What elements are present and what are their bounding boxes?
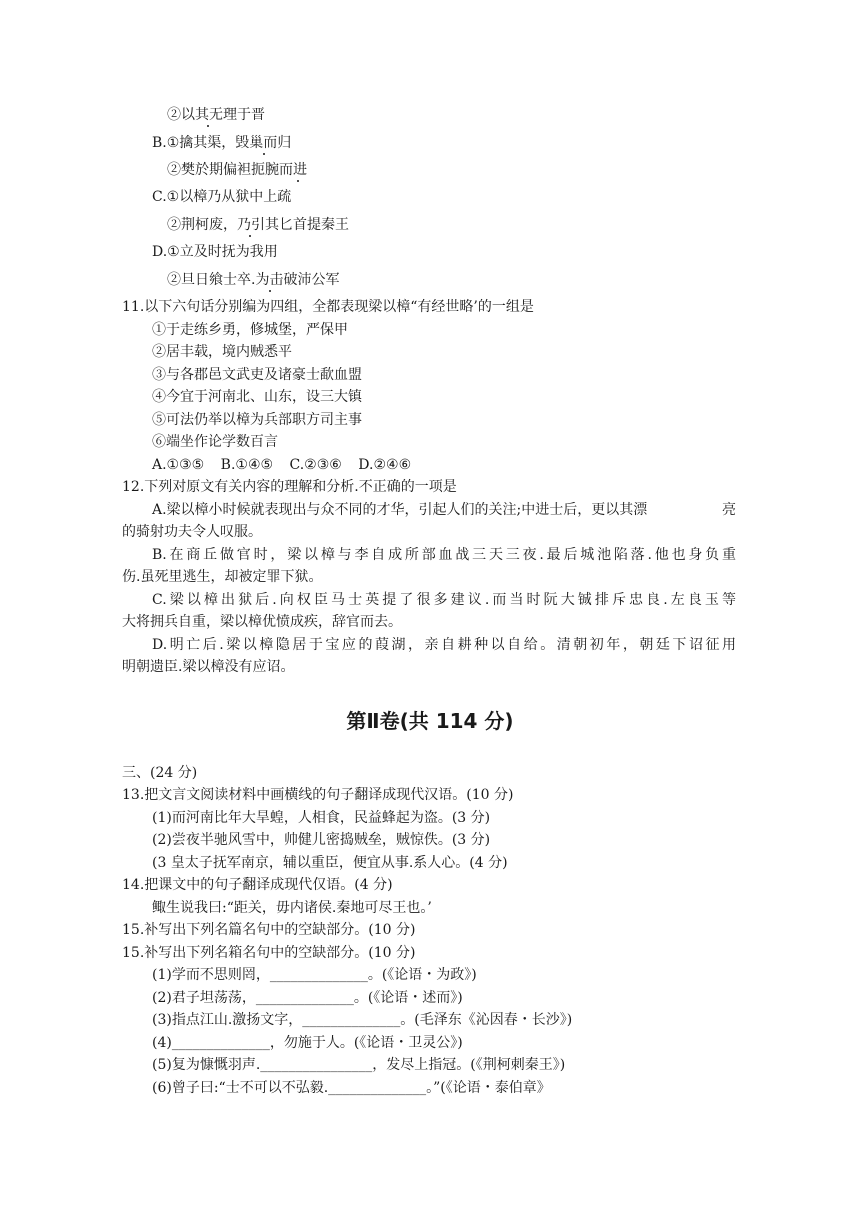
q11-options	[152, 455, 411, 475]
q11-item: ②居丰载，境内贼悉平	[152, 344, 292, 360]
q10-option-c1: C.①以樟乃从狱中上疏	[152, 189, 292, 205]
emphasis-dot	[207, 125, 209, 127]
q13-item: (1)而河南比年大旱蝗，人相食，民益蜂起为盗。(3 分)	[152, 810, 491, 826]
q10-option-c2: ②荆柯废，乃引其匕首提秦王	[167, 217, 349, 233]
q13-item: (3 皇太子抚军南京，辅以重臣，便宜从事.系人心。(4 分)	[152, 855, 508, 871]
q10-option-d2: ②旦日飨士卒.为击破沛公军	[167, 272, 340, 288]
q12-option-b: B.在商丘做官时，梁以樟与李自成所部血战三天三夜.最后城池陷落.他也身负重	[152, 547, 736, 563]
emphasis-dot	[263, 153, 265, 155]
q10-option-b1: B.①擒其渠，毁巢而归	[152, 135, 292, 151]
q11-item: ⑤可法仍举以樟为兵部职方司主事	[152, 412, 362, 428]
q11-item: ⑥端坐作论学数百言	[152, 434, 278, 450]
q11-item: ④今宜于河南北、山东，设三大镇	[152, 389, 362, 405]
emphasis-dot	[249, 235, 251, 237]
q15-item: (1)学而不思则罔，______________。(《论语・为政》)	[152, 967, 477, 983]
q14-stem: 14.把课文中的句子翻译成现代仅语。(4 分)	[122, 877, 393, 893]
q12-option-c-cont: 大将拥兵自重，梁以樟优愤成疾，辞官而去。	[122, 614, 402, 630]
emphasis-dot	[269, 290, 271, 292]
q15-stem-repeat: 15.补写出下列名箱名句中的空缺部分。(10 分)	[122, 945, 416, 961]
q15-item: (4)______________，勿施于人。(《论语・卫灵公》)	[152, 1035, 463, 1051]
q12-option-b-cont: 伤.虽死里逃生，却被定罪下狱。	[122, 569, 323, 585]
q12-option-a: A.梁以樟小时候就表现出与众不同的才华，引起人们的关注;中进士后，更以其漂	[152, 502, 648, 518]
q12-option-a-end: 亮	[722, 502, 736, 518]
q15-item: (5)复为慷慨羽声.________________，发尽上指冠。(《荆柯刺秦王》)	[152, 1057, 566, 1073]
q11-stem: 11.以下六句话分别编为四组，全都表现梁以樟“有经世略’的一组是	[122, 299, 534, 315]
q15-item: (2)君子坦荡荡，______________。(《论语・述而》)	[152, 990, 463, 1006]
part2-heading: 第Ⅱ卷(共 114 分)	[346, 709, 514, 733]
q11-option-d: D.②④⑥	[358, 457, 412, 473]
q15-item: (3)指点江山.激扬文字，______________。(毛泽东《沁因春・长沙》)	[152, 1012, 573, 1028]
emphasis-dot	[297, 180, 299, 182]
q12-option-a-cont: 的骑射功夫令人叹服。	[122, 524, 262, 540]
q12-option-d: D.明亡后.梁以樟隐居于宝应的葭湖，亲自耕种以自给。清朝初年，朝廷下诏征用	[152, 637, 736, 653]
q11-item: ①于走练乡勇，修城堡，严保甲	[152, 322, 348, 338]
q14-item: 鲰生说我曰:“距关，毋内诸侯.秦地可尽王也。’	[152, 900, 432, 916]
section3-title: 三、(24 分)	[122, 765, 198, 781]
q11-item: ③与各郡邑文武吏及诸豪士歃血盟	[152, 367, 362, 383]
q10-option-d1: D.①立及时抚为我用	[152, 244, 278, 260]
q13-stem: 13.把文言文阅读材料中画横线的句子翻译成现代汉语。(10 分)	[122, 787, 514, 803]
q12-stem: 12.下列对原文有关内容的理解和分析.不正确的一项是	[122, 479, 457, 495]
q10-option-b2: ②樊於期偏袒扼腕而进	[167, 162, 307, 178]
q12-option-d-cont: 明朝遗臣.梁以樟没有应诏。	[122, 659, 295, 675]
q11-option-c: C.②③⑥	[289, 457, 342, 473]
q13-item: (2)尝夜半驰风雪中，帅健儿密捣贼垒，贼惊佚。(3 分)	[152, 832, 491, 848]
q15-item: (6)曾子曰:“士不可以不弘毅.______________。”(《论语・泰伯章》	[152, 1080, 551, 1096]
q11-option-b: B.①④⑤	[220, 457, 274, 473]
q12-option-c: C.梁以樟出狱后.向权臣马士英提了很多建议.而当时阮大铖排斥忠良.左良玉等	[152, 592, 736, 608]
q15-stem: 15.补写出下列名篇名句中的空缺部分。(10 分)	[122, 922, 416, 938]
q10-option-a2: ②以其无理于晋	[167, 107, 265, 123]
q11-option-a: A.①③⑤	[152, 457, 205, 473]
